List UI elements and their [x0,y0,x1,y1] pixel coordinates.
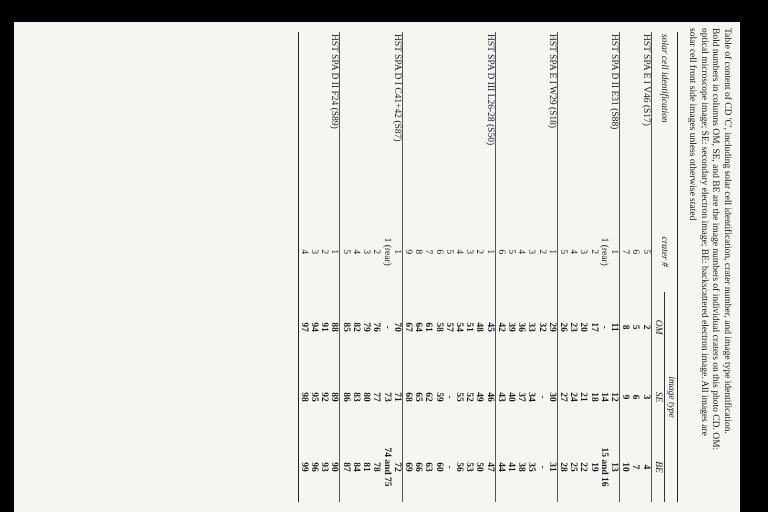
om-cell: 58 [433,322,444,332]
crater-cell: 1 (rear) [381,237,392,266]
table-row [557,32,568,502]
om-cell: 79 [361,322,372,332]
se-cell: 3 [640,362,651,432]
be-cell: 47 [484,432,495,502]
se-cell: 65 [413,392,424,402]
solar-cell-identification-cell [454,32,464,211]
om-cell: 11 [609,292,620,362]
se-cell: 80 [361,392,372,402]
om-cell: 20 [578,322,589,332]
solar-cell-identification-cell: HST SPA D III L26-28 (S50) [484,32,495,211]
crater-cell: 7 [620,249,631,255]
crater-cell: 9 [402,249,413,255]
om-cell: 2 [640,292,651,362]
be-cell: 90 [329,432,340,502]
se-cell: 46 [484,362,495,432]
table-row [495,32,506,502]
table-row [640,32,651,502]
be-cell: 66 [413,462,424,472]
solar-cell-identification-cell [402,32,413,211]
solar-cell-identification-cell [444,32,454,211]
crater-cell: 6 [630,249,641,255]
om-cell: - [381,325,392,329]
se-cell: 37 [516,392,527,402]
om-cell: 61 [423,322,434,332]
be-cell: 13 [609,432,620,502]
crater-cell: 5 [340,249,351,255]
crater-cell: 1 [609,211,620,292]
solar-cell-identification-cell [413,32,423,211]
om-cell: 70 [392,292,403,362]
se-cell: 43 [495,392,506,402]
crater-cell: 1 [329,211,340,292]
se-cell: 27 [557,392,568,402]
se-cell: 62 [423,392,434,402]
om-cell: 97 [298,292,309,362]
crater-cell: 6 [495,249,506,255]
caption-line: Bold numbers in columns OM, SE, and BE are the image numbers of individual craters on this photo CD. OM: [710,28,721,451]
table-row [329,32,340,502]
be-cell: 28 [557,462,568,472]
solar-cell-identification-cell [599,32,609,211]
table-row [402,32,413,502]
table-row [413,32,423,502]
crater-cell: 1 (rear) [598,237,609,266]
crater-cell: 2 [474,249,485,255]
table-row [433,32,443,502]
table-row [361,32,371,502]
se-cell: 59 [433,392,444,402]
be-cell: 72 [392,432,403,502]
header-om: OM [652,319,663,335]
crater-cell: 4 [516,249,527,255]
be-cell: 69 [402,462,413,472]
se-cell: 92 [319,392,330,402]
be-cell: 44 [495,462,506,472]
om-cell: 64 [413,322,424,332]
om-cell: 45 [484,292,495,362]
be-cell: 35 [526,462,537,472]
table-row [588,32,598,502]
be-cell: - [443,465,454,469]
crater-cell: 5 [640,211,651,292]
table-row [298,32,309,502]
solar-cell-identification-cell: HST SPA E I W29 (S18) [547,32,558,211]
om-cell: 8 [620,324,631,330]
om-cell: 5 [630,324,641,330]
se-cell: 71 [392,362,403,432]
table-row [516,32,526,502]
se-cell: 68 [402,392,413,402]
om-cell: 57 [443,322,454,332]
om-cell: 32 [536,322,547,332]
be-cell: - [536,465,547,469]
solar-cell-identification-cell [474,32,484,211]
se-cell: 14 [598,392,609,402]
se-cell: 34 [526,392,537,402]
table-row [484,32,495,502]
caption-line: solar cell front side images unless otherwise stated [687,28,698,221]
se-cell: 21 [578,392,589,402]
crater-cell: 1 [547,211,558,292]
se-cell: 9 [620,394,631,400]
solar-cell-identification-cell [423,32,433,211]
solar-cell-identification-cell [526,32,536,211]
solar-cell-identification-cell [516,32,526,211]
solar-cell-identification-cell: HST SPA E I V46 (S17) [640,32,651,211]
om-cell: 23 [568,322,579,332]
be-cell: 38 [516,462,527,472]
om-cell: 39 [505,322,516,332]
table-body [298,32,651,502]
crater-cell: 4 [453,249,464,255]
header-solar-cell-identification: solar cell identification [651,32,677,211]
crater-cell: 3 [464,249,475,255]
be-cell: 78 [371,462,382,472]
be-cell: 7 [630,464,641,470]
table-row [351,32,361,502]
om-cell: 48 [474,322,485,332]
crater-cell: 5 [505,249,516,255]
crater-cell: 5 [443,249,454,255]
crater-cell: 4 [298,211,309,292]
be-cell: 96 [309,462,320,472]
se-cell: 86 [340,392,351,402]
table-row [568,32,578,502]
be-cell: 63 [423,462,434,472]
se-cell: 18 [588,392,599,402]
om-cell: 82 [350,322,361,332]
caption-line: Table of content of CD 'C', including solar cell identification, crater number, and image type identification. [722,28,732,434]
solar-cell-identification-cell [588,32,598,211]
om-cell: 67 [402,322,413,332]
header-se: SE [652,391,663,403]
crater-cell: 3 [309,249,320,255]
solar-cell-identification-cell: HST SPA D II F24 (S89) [329,32,340,211]
table-row [464,32,474,502]
be-cell: 87 [340,462,351,472]
se-cell: 40 [505,392,516,402]
table-row [423,32,433,502]
crater-cell: 2 [319,249,330,255]
be-cell: 56 [453,462,464,472]
om-cell: - [598,325,609,329]
crater-image-table [298,32,678,502]
se-cell: 12 [609,362,620,432]
solar-cell-identification-cell [619,32,630,211]
crater-cell: 4 [568,249,579,255]
table-row [444,32,454,502]
om-cell: 51 [464,322,475,332]
table-row [547,32,558,502]
table-row [454,32,464,502]
om-cell: 42 [495,322,506,332]
header-image-type: image type [664,292,677,502]
table-row [599,32,609,502]
om-cell: 94 [309,322,320,332]
se-cell: 6 [630,394,641,400]
crater-cell: 3 [361,249,372,255]
solar-cell-identification-cell [630,32,640,211]
table-row [536,32,546,502]
om-cell: 29 [547,292,558,362]
be-cell: 10 [620,462,631,472]
table-row [609,32,620,502]
solar-cell-identification-cell [371,32,381,211]
table-row [578,32,588,502]
crater-cell: 2 [536,249,547,255]
table-row [526,32,536,502]
header-crater-number: crater # [651,211,677,292]
crater-cell: 7 [423,249,434,255]
be-cell: 84 [350,462,361,472]
solar-cell-identification-cell: HST SPA D II E31 (S88) [609,32,620,211]
se-cell: 55 [453,392,464,402]
crater-cell: 2 [371,249,382,255]
table-row [474,32,484,502]
table-row [630,32,640,502]
om-cell: 26 [557,322,568,332]
se-cell: 49 [474,392,485,402]
table-row [381,32,391,502]
solar-cell-identification-cell: HST SPA D I C41+42 (S87) [392,32,403,211]
solar-cell-identification-cell [361,32,371,211]
be-cell: 25 [568,462,579,472]
be-cell: 81 [361,462,372,472]
se-cell: 24 [568,392,579,402]
be-cell: 99 [298,432,309,502]
solar-cell-identification-cell [578,32,588,211]
se-cell: 95 [309,392,320,402]
header-be: BE [652,461,663,473]
crater-cell: 2 [588,249,599,255]
se-cell: 83 [350,392,361,402]
om-cell: 33 [526,322,537,332]
solar-cell-identification-cell [319,32,329,211]
solar-cell-identification-cell [340,32,351,211]
om-cell: 85 [340,322,351,332]
crater-cell: 8 [413,249,424,255]
om-cell: 76 [371,322,382,332]
crater-cell: 3 [578,249,589,255]
solar-cell-identification-cell [464,32,474,211]
be-cell: 53 [464,462,475,472]
be-cell: 50 [474,462,485,472]
be-cell: 41 [505,462,516,472]
se-cell: 98 [298,362,309,432]
se-cell: 89 [329,362,340,432]
crater-cell: 3 [526,249,537,255]
solar-cell-identification-cell [351,32,361,211]
be-cell: 60 [433,462,444,472]
solar-cell-identification-cell [557,32,568,211]
solar-cell-identification-cell [298,32,309,211]
se-cell: - [443,395,454,399]
se-cell: 30 [547,362,558,432]
crater-cell: 6 [433,249,444,255]
crater-cell: 1 [484,211,495,292]
solar-cell-identification-cell [495,32,506,211]
crater-cell: 4 [350,249,361,255]
be-cell: 74 and 75 [381,447,392,487]
table-row [371,32,381,502]
se-cell: 52 [464,392,475,402]
table-row [506,32,516,502]
rotated-document [14,22,740,512]
om-cell: 91 [319,322,330,332]
table-row [340,32,351,502]
om-cell: 17 [588,322,599,332]
crater-cell: 5 [557,249,568,255]
table-row [392,32,403,502]
om-cell: 36 [516,322,527,332]
be-cell: 93 [319,462,330,472]
solar-cell-identification-cell [506,32,516,211]
solar-cell-identification-cell [536,32,546,211]
solar-cell-identification-cell [433,32,443,211]
be-cell: 22 [578,462,589,472]
table-row [319,32,329,502]
table-row [309,32,319,502]
se-cell: 77 [371,392,382,402]
crater-cell: 1 [392,211,403,292]
solar-cell-identification-cell [381,32,391,211]
caption-line: optical microscope image; SE: secondary electron image; BE: backscattered electron image. All images are [699,28,709,436]
be-cell: 4 [640,432,651,502]
table-row [619,32,630,502]
se-cell: 73 [381,392,392,402]
solar-cell-identification-cell [309,32,319,211]
om-cell: 54 [453,322,464,332]
be-cell: 15 and 16 [598,447,609,487]
om-cell: 88 [329,292,340,362]
table-caption [686,28,732,498]
be-cell: 19 [588,462,599,472]
se-cell: - [536,395,547,399]
solar-cell-identification-cell [568,32,578,211]
be-cell: 31 [547,432,558,502]
